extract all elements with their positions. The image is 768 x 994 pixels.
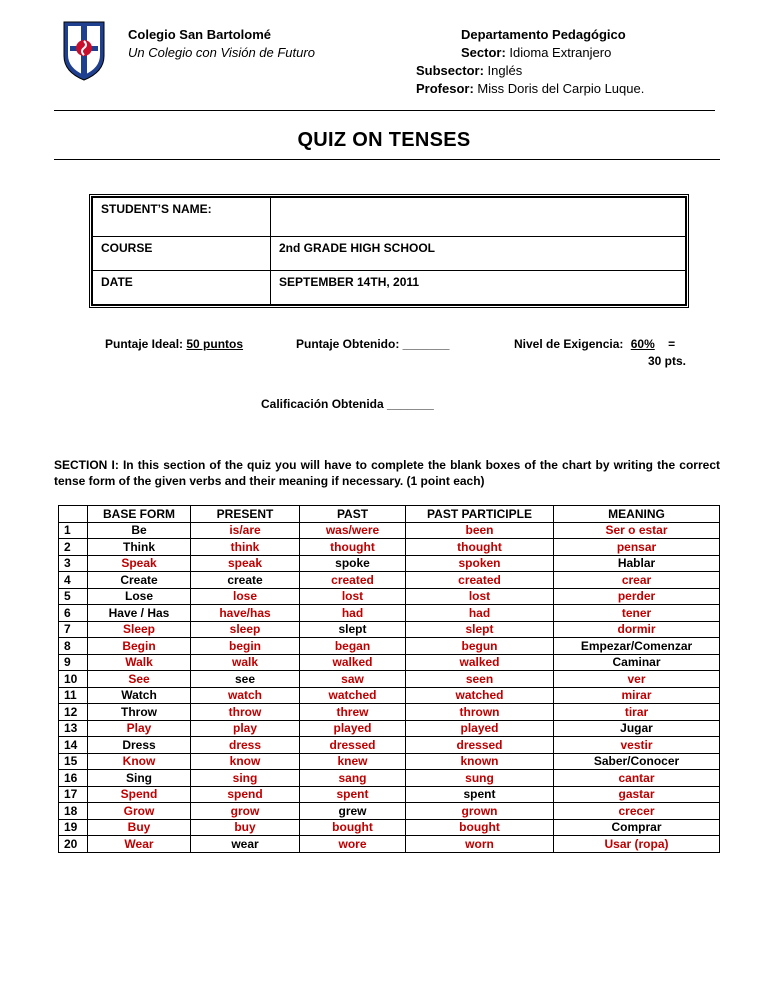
page-title: QUIZ ON TENSES bbox=[297, 129, 471, 151]
row-number-cell: 20 bbox=[59, 836, 88, 853]
meaning-cell: Hablar bbox=[554, 555, 720, 572]
present-cell[interactable]: is/are bbox=[191, 522, 300, 539]
obtained-score: Puntaje Obtenido: _______ bbox=[296, 337, 450, 351]
teacher-label: Profesor: bbox=[416, 81, 474, 96]
table-row bbox=[59, 605, 720, 622]
sector-value: Idioma Extranjero bbox=[509, 45, 612, 60]
table-row bbox=[59, 671, 720, 688]
table-row bbox=[59, 819, 720, 836]
present-cell[interactable]: think bbox=[191, 539, 300, 556]
student-name-field[interactable] bbox=[271, 198, 686, 237]
base-form-cell[interactable]: Walk bbox=[88, 654, 191, 671]
meaning-cell: Saber/Conocer bbox=[554, 753, 720, 770]
past-participle-cell: spent bbox=[406, 786, 554, 803]
table-row bbox=[59, 770, 720, 787]
past-participle-cell[interactable]: sung bbox=[406, 770, 554, 787]
past-participle-cell[interactable]: begun bbox=[406, 638, 554, 655]
past-cell[interactable]: had bbox=[300, 605, 406, 622]
meaning-cell[interactable]: Ser o estar bbox=[554, 522, 720, 539]
department-name: Departamento Pedagógico bbox=[461, 27, 626, 42]
present-cell[interactable]: play bbox=[191, 720, 300, 737]
present-cell[interactable]: throw bbox=[191, 704, 300, 721]
table-row bbox=[59, 588, 720, 605]
base-form-header: BASE FORM bbox=[88, 506, 191, 523]
sector-label: Sector: bbox=[461, 45, 506, 60]
present-cell[interactable]: begin bbox=[191, 638, 300, 655]
present-cell[interactable]: sleep bbox=[191, 621, 300, 638]
base-form-cell: Dress bbox=[88, 737, 191, 754]
requirement-level bbox=[514, 337, 675, 351]
past-participle-cell[interactable]: worn bbox=[406, 836, 554, 853]
past-cell: spoke bbox=[300, 555, 406, 572]
present-cell[interactable]: sing bbox=[191, 770, 300, 787]
past-cell[interactable]: watched bbox=[300, 687, 406, 704]
ideal-score bbox=[105, 337, 243, 351]
ideal-score-label: Puntaje Ideal: bbox=[105, 337, 184, 351]
past-header: PAST bbox=[300, 506, 406, 523]
base-form-cell[interactable]: Sleep bbox=[88, 621, 191, 638]
present-cell[interactable]: have/has bbox=[191, 605, 300, 622]
base-form-cell: Watch bbox=[88, 687, 191, 704]
present-cell[interactable]: lose bbox=[191, 588, 300, 605]
past-cell[interactable]: bought bbox=[300, 819, 406, 836]
past-participle-cell[interactable]: lost bbox=[406, 588, 554, 605]
student-info-box bbox=[89, 194, 689, 308]
present-cell: see bbox=[191, 671, 300, 688]
row-number-cell: 7 bbox=[59, 621, 88, 638]
past-cell[interactable]: sang bbox=[300, 770, 406, 787]
past-cell: slept bbox=[300, 621, 406, 638]
past-cell[interactable]: began bbox=[300, 638, 406, 655]
past-cell: grew bbox=[300, 803, 406, 820]
meaning-cell[interactable]: Usar (ropa) bbox=[554, 836, 720, 853]
school-name: Colegio San Bartolomé bbox=[128, 27, 272, 42]
present-cell[interactable]: grow bbox=[191, 803, 300, 820]
past-participle-cell[interactable]: known bbox=[406, 753, 554, 770]
table-row bbox=[59, 539, 720, 556]
sector-line bbox=[461, 44, 611, 61]
past-cell[interactable]: played bbox=[300, 720, 406, 737]
row-number-cell: 8 bbox=[59, 638, 88, 655]
row-number-cell: 9 bbox=[59, 654, 88, 671]
meaning-cell[interactable]: gastar bbox=[554, 786, 720, 803]
table-header-row bbox=[59, 506, 720, 523]
table-row bbox=[59, 654, 720, 671]
table-row bbox=[59, 737, 720, 754]
meaning-cell: Comprar bbox=[554, 819, 720, 836]
table-row bbox=[59, 720, 720, 737]
section-instructions: SECTION I: In this section of the quiz you will have to complete the blank boxes of the chart by writing the correct tense form of the given verbs and their meaning if necessary. (1 point each) bbox=[54, 458, 720, 488]
base-form-cell: Think bbox=[88, 539, 191, 556]
teacher-line bbox=[416, 80, 644, 97]
row-number-cell: 4 bbox=[59, 572, 88, 589]
base-form-cell[interactable]: Spend bbox=[88, 786, 191, 803]
date-label: DATE bbox=[93, 270, 271, 304]
past-participle-cell[interactable]: bought bbox=[406, 819, 554, 836]
meaning-cell[interactable]: tener bbox=[554, 605, 720, 622]
meaning-cell[interactable]: mirar bbox=[554, 687, 720, 704]
verb-tense-table bbox=[58, 505, 720, 853]
past-cell[interactable]: thought bbox=[300, 539, 406, 556]
meaning-cell: Jugar bbox=[554, 720, 720, 737]
teacher-value: Miss Doris del Carpio Luque. bbox=[477, 81, 645, 96]
grade-obtained: Calificación Obtenida _______ bbox=[261, 397, 434, 411]
past-cell[interactable]: dressed bbox=[300, 737, 406, 754]
past-participle-cell[interactable]: played bbox=[406, 720, 554, 737]
ideal-score-value: 50 puntos bbox=[186, 337, 244, 351]
base-form-cell[interactable]: Grow bbox=[88, 803, 191, 820]
present-cell[interactable]: dress bbox=[191, 737, 300, 754]
past-cell[interactable]: was/were bbox=[300, 522, 406, 539]
present-cell: create bbox=[191, 572, 300, 589]
student-name-label: STUDENT’S NAME: bbox=[93, 198, 271, 237]
requirement-points: 30 pts. bbox=[648, 354, 687, 368]
base-form-cell[interactable]: Play bbox=[88, 720, 191, 737]
past-cell[interactable]: created bbox=[300, 572, 406, 589]
table-row bbox=[59, 572, 720, 589]
requirement-level-value: 60% bbox=[630, 337, 655, 351]
past-cell[interactable]: saw bbox=[300, 671, 406, 688]
past-participle-cell[interactable]: thrown bbox=[406, 704, 554, 721]
meaning-cell[interactable]: vestir bbox=[554, 737, 720, 754]
past-participle-cell[interactable]: had bbox=[406, 605, 554, 622]
base-form-cell: Have / Has bbox=[88, 605, 191, 622]
past-participle-cell[interactable]: thought bbox=[406, 539, 554, 556]
table-row bbox=[59, 522, 720, 539]
present-cell[interactable]: spend bbox=[191, 786, 300, 803]
row-number-cell: 17 bbox=[59, 786, 88, 803]
present-cell[interactable]: speak bbox=[191, 555, 300, 572]
present-cell: wear bbox=[191, 836, 300, 853]
course-value: 2nd GRADE HIGH SCHOOL bbox=[271, 236, 686, 270]
past-participle-cell[interactable]: been bbox=[406, 522, 554, 539]
row-number-cell: 11 bbox=[59, 687, 88, 704]
requirement-equals: = bbox=[668, 337, 676, 351]
past-participle-cell[interactable]: created bbox=[406, 572, 554, 589]
subsector-line bbox=[416, 62, 522, 79]
table-row bbox=[59, 753, 720, 770]
meaning-cell[interactable]: dormir bbox=[554, 621, 720, 638]
meaning-cell[interactable]: perder bbox=[554, 588, 720, 605]
present-header: PRESENT bbox=[191, 506, 300, 523]
past-participle-cell[interactable]: walked bbox=[406, 654, 554, 671]
row-number-cell: 3 bbox=[59, 555, 88, 572]
meaning-cell[interactable]: ver bbox=[554, 671, 720, 688]
past-cell[interactable]: spent bbox=[300, 786, 406, 803]
past-participle-cell[interactable]: grown bbox=[406, 803, 554, 820]
table-row bbox=[59, 836, 720, 853]
base-form-cell: Throw bbox=[88, 704, 191, 721]
past-participle-cell[interactable]: watched bbox=[406, 687, 554, 704]
base-form-cell[interactable]: Know bbox=[88, 753, 191, 770]
number-header bbox=[59, 506, 88, 523]
row-number-cell: 16 bbox=[59, 770, 88, 787]
base-form-cell: Create bbox=[88, 572, 191, 589]
past-cell[interactable]: threw bbox=[300, 704, 406, 721]
base-form-cell: Be bbox=[88, 522, 191, 539]
meaning-cell[interactable]: crear bbox=[554, 572, 720, 589]
present-cell[interactable]: buy bbox=[191, 819, 300, 836]
row-number-cell: 1 bbox=[59, 522, 88, 539]
table-row bbox=[59, 621, 720, 638]
past-participle-cell[interactable]: dressed bbox=[406, 737, 554, 754]
base-form-cell[interactable]: Buy bbox=[88, 819, 191, 836]
base-form-cell[interactable]: See bbox=[88, 671, 191, 688]
meaning-cell[interactable]: tirar bbox=[554, 704, 720, 721]
present-cell[interactable]: walk bbox=[191, 654, 300, 671]
meaning-cell[interactable]: pensar bbox=[554, 539, 720, 556]
base-form-cell: Sing bbox=[88, 770, 191, 787]
row-number-cell: 14 bbox=[59, 737, 88, 754]
meaning-cell: Caminar bbox=[554, 654, 720, 671]
past-participle-cell[interactable]: slept bbox=[406, 621, 554, 638]
past-participle-cell[interactable]: seen bbox=[406, 671, 554, 688]
past-participle-cell[interactable]: spoken bbox=[406, 555, 554, 572]
table-row bbox=[59, 704, 720, 721]
meaning-cell[interactable]: crecer bbox=[554, 803, 720, 820]
past-participle-header: PAST PARTICIPLE bbox=[406, 506, 554, 523]
meaning-header: MEANING bbox=[554, 506, 720, 523]
past-cell[interactable]: knew bbox=[300, 753, 406, 770]
title-divider bbox=[54, 159, 720, 160]
meaning-cell[interactable]: cantar bbox=[554, 770, 720, 787]
present-cell[interactable]: watch bbox=[191, 687, 300, 704]
row-number-cell: 13 bbox=[59, 720, 88, 737]
school-crest-logo bbox=[62, 20, 106, 82]
row-number-cell: 12 bbox=[59, 704, 88, 721]
row-number-cell: 15 bbox=[59, 753, 88, 770]
past-cell[interactable]: lost bbox=[300, 588, 406, 605]
row-number-cell: 2 bbox=[59, 539, 88, 556]
base-form-cell[interactable]: Speak bbox=[88, 555, 191, 572]
present-cell[interactable]: know bbox=[191, 753, 300, 770]
past-cell[interactable]: walked bbox=[300, 654, 406, 671]
table-row bbox=[59, 803, 720, 820]
school-slogan: Un Colegio con Visión de Futuro bbox=[128, 45, 315, 60]
course-label: COURSE bbox=[93, 236, 271, 270]
row-number-cell: 6 bbox=[59, 605, 88, 622]
base-form-cell: Lose bbox=[88, 588, 191, 605]
base-form-cell[interactable]: Wear bbox=[88, 836, 191, 853]
meaning-cell: Empezar/Comenzar bbox=[554, 638, 720, 655]
date-value: SEPTEMBER 14TH, 2011 bbox=[271, 270, 686, 304]
requirement-level-label: Nivel de Exigencia: bbox=[514, 337, 624, 351]
subsector-label: Subsector: bbox=[416, 63, 484, 78]
table-row bbox=[59, 786, 720, 803]
header-divider bbox=[54, 110, 715, 111]
table-row bbox=[59, 555, 720, 572]
row-number-cell: 18 bbox=[59, 803, 88, 820]
subsector-value: Inglés bbox=[487, 63, 523, 78]
past-cell[interactable]: wore bbox=[300, 836, 406, 853]
row-number-cell: 19 bbox=[59, 819, 88, 836]
table-row bbox=[59, 687, 720, 704]
row-number-cell: 5 bbox=[59, 588, 88, 605]
base-form-cell[interactable]: Begin bbox=[88, 638, 191, 655]
row-number-cell: 10 bbox=[59, 671, 88, 688]
table-row bbox=[59, 638, 720, 655]
